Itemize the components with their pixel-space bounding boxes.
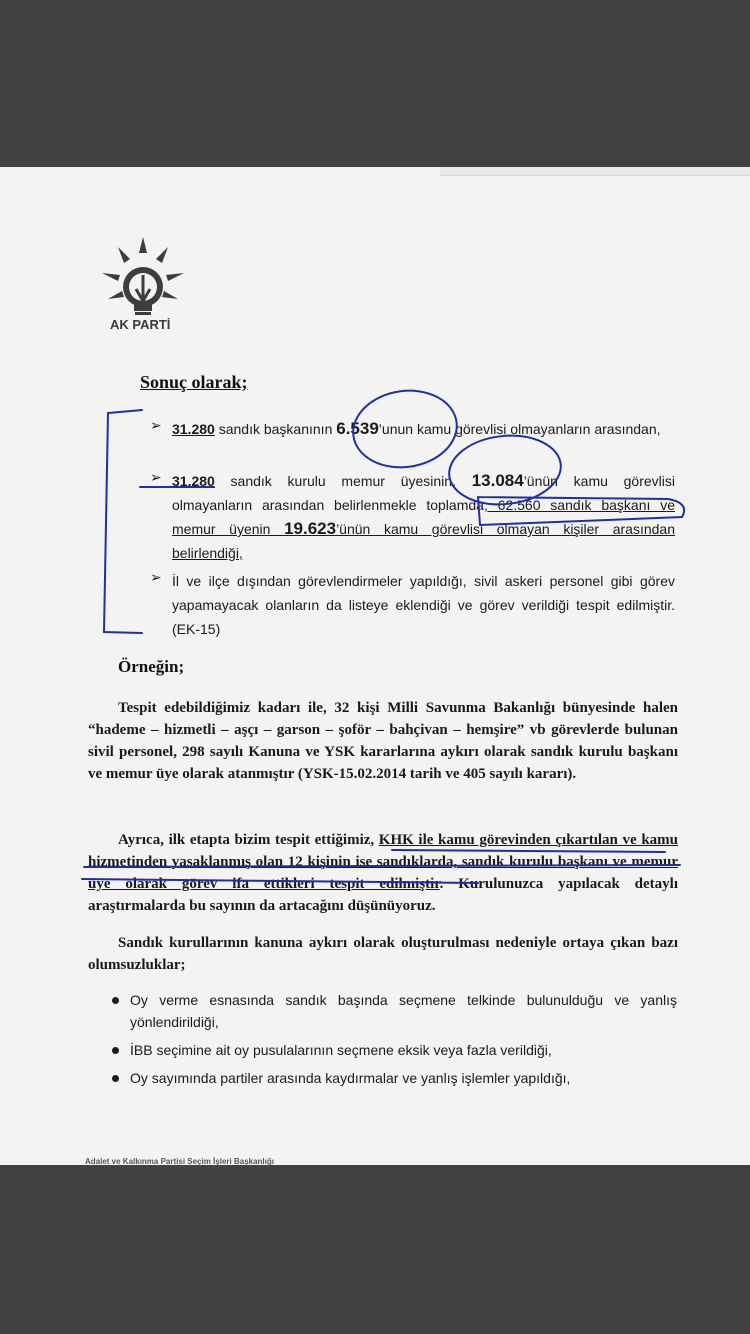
number-31280: 31.280	[172, 473, 215, 489]
list-item: İBB seçimine ait oy pusulalarının seçmene eksik veya fazla verildiği,	[112, 1039, 677, 1061]
paragraph-msb-personnel: Tespit edebildiğimiz kadarı ile, 32 kişi Milli Savunma Bakanlığı bünyesinde halen “hademe – hizmetli – aşçı – garson – şoför – bahçivan – hemşire” vb görevlerde bulunan sivil personel, 298 sayılı Kanuna ve YSK kararlarına aykırı olarak sandık kurulu başkanı ve memur üye olarak atanmıştır (YSK-15.02.2014 tarih ve 405 sayılı kararı).	[88, 700, 678, 782]
bullet-item: ➢ İl ve ilçe dışından görevlendirmeler yapıldığı, sivil askeri personel gibi görev yapamayacak olanların da listeye eklendiği ve görev verildiği tespit edilmiştir. (EK-15)	[150, 569, 675, 637]
footer-text: Adalet ve Kalkınma Partisi Seçim İşleri Başkanlığı	[85, 1157, 274, 1165]
bullet-item: ➢ 31.280 sandık kurulu memur üyesinin, 13.084’ünün kamu görevlisi olmayanların arasından belirlenmekle toplamda; 62.560 sandık başkanı ve memur üyenin 19.623’ünün kamu görevlisi olmayan kişiler arasından belirlendiği,	[150, 469, 675, 561]
paragraph-khk: Ayrıca, ilk etapta bizim tespit ettiğimiz, KHK ile kamu görevinden çıkartılan ve kamu hizmetinden yasaklanmış olan 12 kişinin ise sandıklarda, sandık kurulu başkanı ve memur üye olarak görev ifa ettikleri tespit edilmiştir. Kurulunuzca yapılacak detaylı araştırmalarda bu sayının da artacağını düşünüyoruz.	[88, 832, 678, 914]
conclusion-heading: Sonuç olarak;	[140, 372, 248, 392]
arrow-bullet-icon: ➢	[150, 417, 162, 433]
logo-text: AK PARTİ	[110, 317, 171, 332]
example-subheading: Örneğin;	[118, 657, 185, 676]
paragraph-negatives-intro: Sandık kurullarının kanuna aykırı olarak oluşturulması nedeniyle ortaya çıkan bazı olumsuzluklar;	[88, 935, 678, 973]
number-13084: 13.084	[471, 471, 524, 490]
arrow-bullet-icon: ➢	[150, 569, 162, 585]
number-6539: 6.539	[336, 419, 379, 438]
list-item: Oy verme esnasında sandık başında seçmene telkinde bulunulduğu ve yanlış yönlendirildiği,	[112, 989, 677, 1033]
paper-edge	[440, 167, 750, 176]
bullet-item: ➢ 31.280 sandık başkanının 6.539’unun kamu görevlisi olmayanların arasından,	[150, 417, 661, 438]
number-19623: 19.623	[284, 519, 337, 538]
arrow-bullet-icon: ➢	[150, 469, 162, 485]
document-page	[0, 167, 750, 1165]
list-item: Oy sayımında partiler arasında kaydırmalar ve yanlış işlemler yapıldığı,	[112, 1067, 677, 1089]
bracket-mark	[104, 410, 142, 633]
negatives-list	[112, 989, 677, 1095]
number-31280: 31.280	[172, 421, 215, 437]
